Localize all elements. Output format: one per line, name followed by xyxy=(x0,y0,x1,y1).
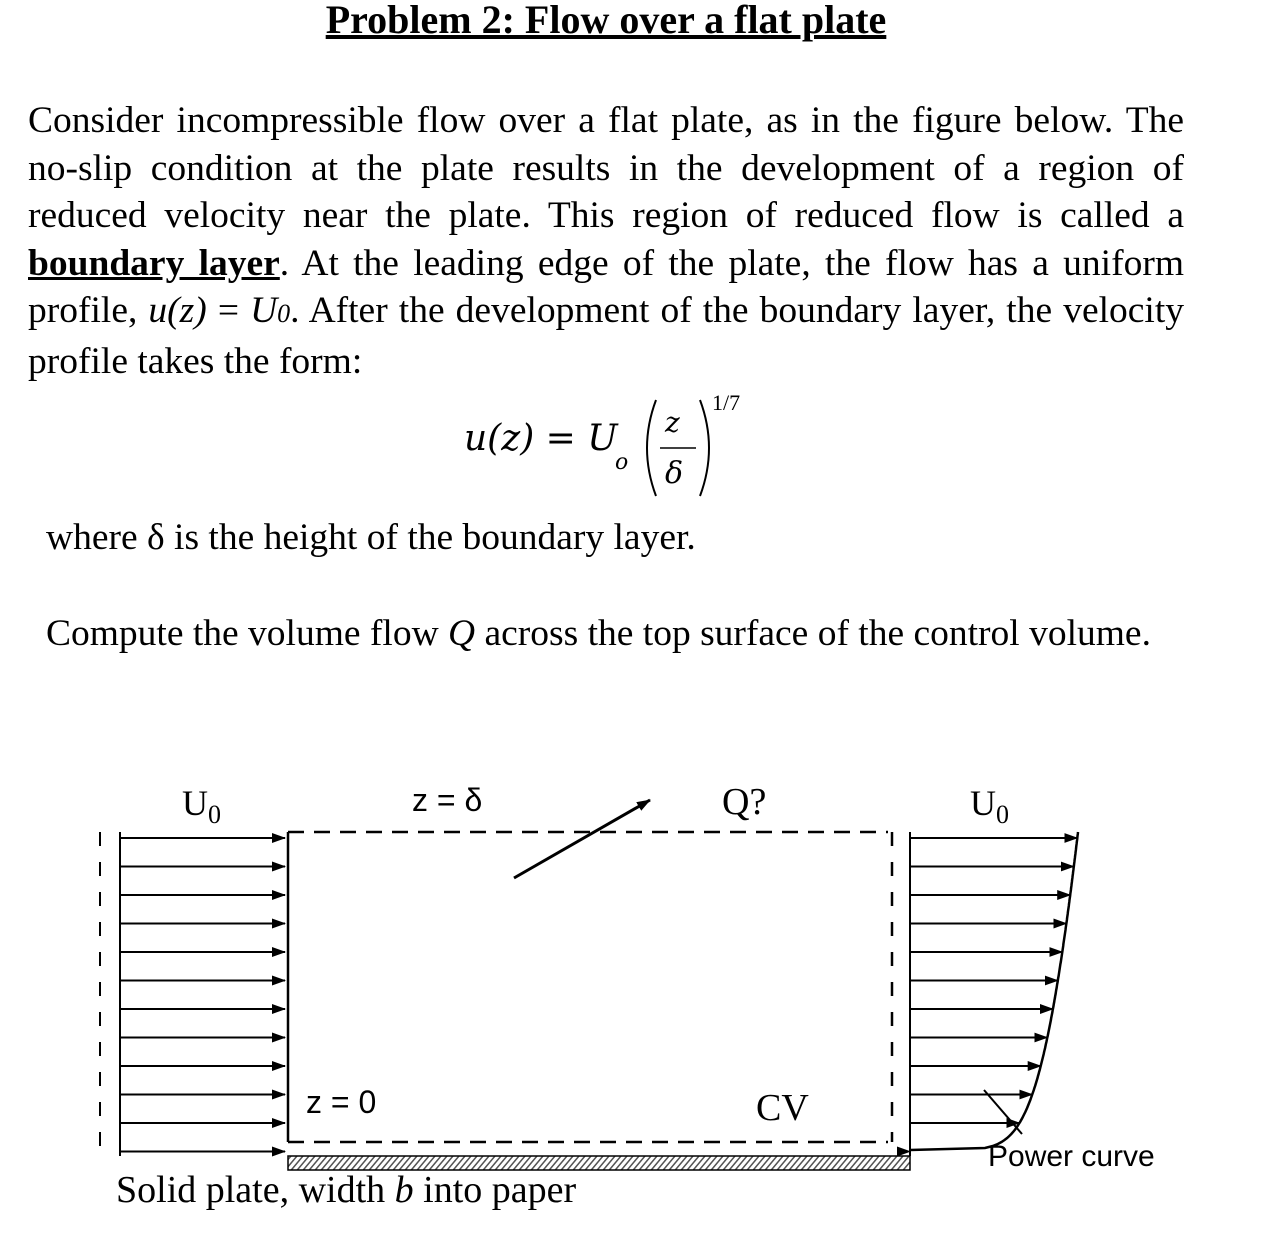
u0-right-label: $U_0$ xyxy=(970,783,1009,829)
z-zero-label: z = 0 xyxy=(306,1084,377,1120)
where-text: where δ is the height of the boundary layer. xyxy=(46,517,696,558)
cv-label: CV xyxy=(756,1087,809,1129)
uniform-inflow-arrows xyxy=(120,838,285,1152)
boundary-layer-term: boundary layer xyxy=(28,242,280,284)
power-curve-label: Power curve xyxy=(988,1140,1155,1173)
power-curve-pointer xyxy=(984,1090,1022,1134)
page-title: Problem 2: Flow over a flat plate xyxy=(325,0,887,42)
q-outflow-arrow xyxy=(514,800,650,878)
question-text: Compute the volume flow Q across the top surface of the control volume. xyxy=(46,613,1151,654)
u0-left-label: $U_0$ xyxy=(182,783,221,829)
power-law-outflow-arrows xyxy=(910,838,1077,1152)
q-label: Q? xyxy=(722,781,767,823)
plate-label: Solid plate, width b into paper xyxy=(116,1169,577,1211)
velocity-profile-equation: u(z) = U o z δ 1/7 xyxy=(460,390,780,510)
intro-paragraph: Consider incompressible flow over a flat plate, as in the figure below. The no-slip condition at the plate results in the development of a region of reduced velocity near the plate. This region of reduced flow is called a boundary layer. At the leading edge of the plate, the flow has a uniform profile, u(z) = U0. After the development of the boundary layer, the velocity profile takes the form: xyxy=(28,100,1184,382)
z-delta-label: z = δ xyxy=(412,782,483,818)
